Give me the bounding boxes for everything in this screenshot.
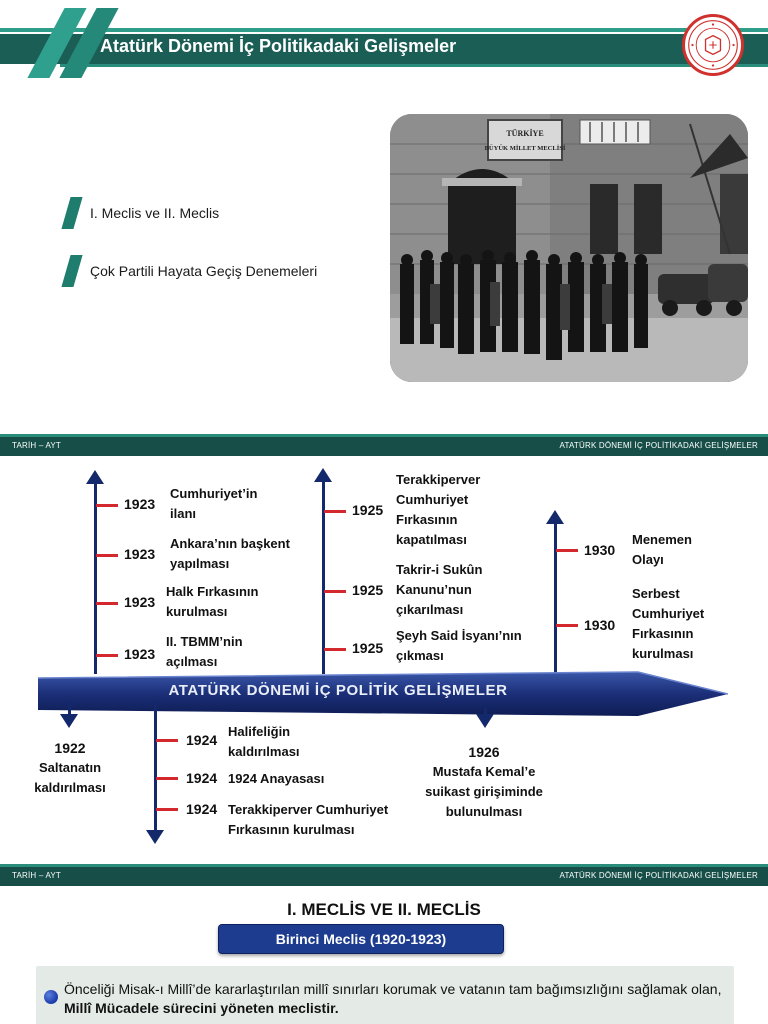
timeline-tick — [96, 504, 118, 507]
event-year: 1923 — [124, 646, 156, 662]
timeline-axis-1923 — [94, 482, 97, 674]
timeline-tick — [324, 590, 346, 593]
event-year: 1922 — [54, 740, 86, 756]
timeline-axis-1922 — [68, 700, 71, 716]
event-label: Şeyh Said İsyanı’nın çıkması — [396, 628, 522, 663]
content-textbox — [36, 966, 734, 1024]
timeline-tick — [96, 654, 118, 657]
historic-parliament-photo — [390, 114, 748, 382]
topic-item — [60, 196, 317, 230]
slide-header — [0, 28, 768, 68]
timeline-tick — [96, 554, 118, 557]
event-label: II. TBMM’nin açılması — [166, 634, 243, 669]
slide-footer-band — [0, 864, 768, 886]
slide-footer-band — [0, 434, 768, 456]
topic-list — [60, 196, 317, 312]
timeline-tick — [156, 777, 178, 780]
band-left-label: TARİH – AYT — [12, 871, 62, 880]
topic-item — [60, 254, 317, 288]
timeline-tick — [324, 648, 346, 651]
event-label: Terakkiperver Cumhuriyet Fırkasının kurulması — [228, 802, 389, 837]
timeline-tick — [96, 602, 118, 605]
event-year: 1924 — [186, 732, 218, 748]
event-year: 1925 — [352, 582, 384, 598]
event-year: 1923 — [124, 496, 156, 512]
timeline-banner — [38, 668, 728, 720]
event-year: 1924 — [186, 770, 218, 786]
event-label: Menemen Olayı — [632, 532, 692, 567]
event-label: Serbest Cumhuriyet Fırkasının kurulması — [632, 586, 705, 661]
timeline-tick — [324, 510, 346, 513]
content-text: Önceliği Misak-ı Millî’de kararlaştırılan millî sınırları korumak ve vatanın tam bağımsızlığını sağlamak olan, — [64, 981, 722, 997]
event-year: 1924 — [186, 801, 218, 817]
event-label: Halk Fırkasının kurulması — [166, 584, 259, 619]
event-year: 1926 — [468, 744, 500, 760]
topic-label: Çok Partili Hayata Geçiş Denemeleri — [90, 263, 318, 279]
content-text-bold: Millî Mücadele sürecini yöneten meclistir. — [64, 1000, 339, 1016]
event-year: 1923 — [124, 546, 156, 562]
event-label: Takrir-i Sukûn Kanunu’nun çıkarılması — [396, 562, 483, 617]
header-bottom-rule — [60, 64, 768, 67]
band-right-label: ATATÜRK DÖNEMİ İÇ POLİTİKADAKİ GELİŞMELER — [559, 871, 758, 880]
event-year: 1925 — [352, 640, 384, 656]
event-year: 1923 — [124, 594, 156, 610]
timeline-tick — [156, 808, 178, 811]
event-year: 1930 — [584, 617, 616, 633]
timeline-tick — [156, 739, 178, 742]
page-title: Atatürk Dönemi İç Politikadaki Gelişmeler — [100, 36, 457, 56]
timeline-axis-1930 — [554, 522, 557, 674]
band-right-label: ATATÜRK DÖNEMİ İÇ POLİTİKADAKİ GELİŞMELER — [559, 441, 758, 450]
timeline-tick — [556, 549, 578, 552]
slash-bullet-icon — [61, 197, 82, 229]
timeline-axis-1924 — [154, 700, 157, 832]
content-paragraph — [64, 980, 732, 1018]
subsection-pill: Birinci Meclis (1920-1923) — [218, 924, 504, 954]
sign-text-line1: TÜRKİYE — [506, 129, 544, 138]
meb-seal-icon — [682, 14, 744, 76]
event-year: 1925 — [352, 502, 384, 518]
event-label: Saltanatın kaldırılması — [34, 760, 106, 795]
section-title: I. MECLİS VE II. MECLİS — [287, 900, 481, 919]
event-label: 1924 Anayasası — [228, 771, 325, 786]
event-label: Mustafa Kemal’e suikast girişiminde bulunulması — [425, 764, 543, 819]
timeline-axis-1926 — [484, 708, 487, 716]
header-top-rule — [0, 28, 768, 32]
event-label: Ankara’nın başkent yapılması — [170, 536, 290, 571]
timeline — [0, 458, 768, 860]
event-year: 1930 — [584, 542, 616, 558]
bullet-dot-icon — [44, 990, 58, 1004]
event-label: Cumhuriyet’in ilanı — [170, 486, 258, 521]
timeline-tick — [556, 624, 578, 627]
band-left-label: TARİH – AYT — [12, 441, 62, 450]
topic-label: I. Meclis ve II. Meclis — [90, 205, 220, 221]
event-label: Halifeliğin kaldırılması — [228, 724, 300, 759]
event-label: Terakkiperver Cumhuriyet Fırkasının kapatılması — [396, 472, 481, 547]
sign-text-line2: BÜYÜK MİLLET MECLİSİ — [484, 145, 566, 152]
slash-bullet-icon — [61, 255, 82, 287]
banner-title: ATATÜRK DÖNEMİ İÇ POLİTİK GELİŞMELER — [168, 682, 508, 699]
